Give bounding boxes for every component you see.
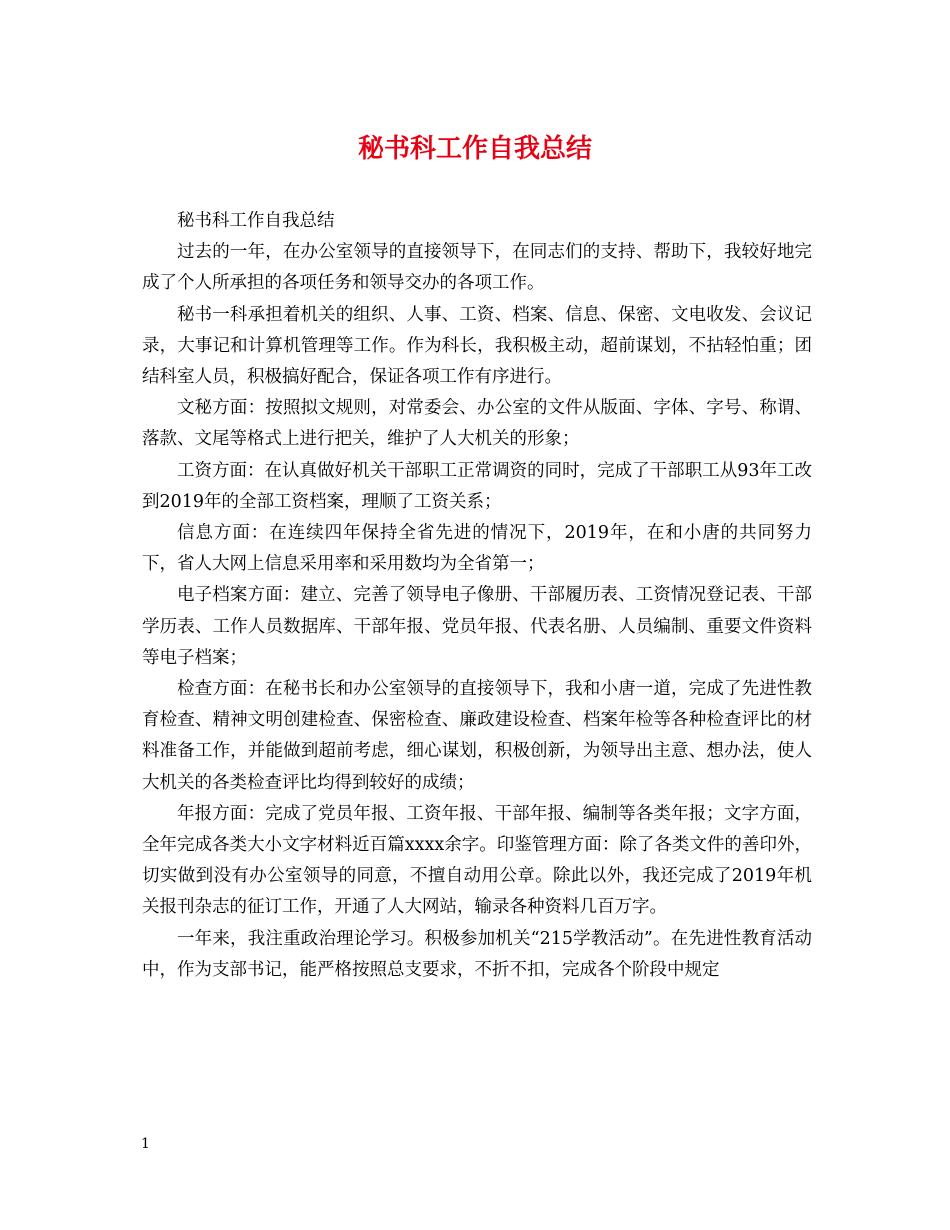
paragraph: 年报方面：完成了党员年报、工资年报、干部年报、编制等各类年报；文字方面，全年完成各类大小文字材料近百篇xxxx余字。印鉴管理方面：除了各类文件的善印外，切实做到没有办公室领导的同意，不擅自动用公章。除此以外，我还完成了2019年机关报刊杂志的征订工作，开通了人大网站，输录各种资料几百万字。: [142, 803, 812, 918]
paragraph: 一年来，我注重政治理论学习。积极参加机关“215学教活动”。在先进性教育活动中，作为支部书记，能严格按照总支要求，不折不扣，完成各个阶段中规定: [142, 928, 812, 980]
paragraph: 过去的一年，在办公室领导的直接领导下，在同志们的支持、帮助下，我较好地完成了个人所承担的各项任务和领导交办的各项工作。: [142, 242, 812, 294]
paragraph: 电子档案方面：建立、完善了领导电子像册、干部履历表、工资情况登记表、干部学历表、工作人员数据库、干部年报、党员年报、代表名册、人员编制、重要文件资料等电子档案；: [142, 585, 812, 668]
paragraph: 文秘方面：按照拟文规则，对常委会、办公室的文件从版面、字体、字号、称谓、落款、文尾等格式上进行把关，维护了人大机关的形象；: [142, 398, 812, 450]
paragraph: 工资方面：在认真做好机关干部职工正常调资的同时，完成了干部职工从93年工改到2019年的全部工资档案，理顺了工资关系；: [142, 460, 812, 512]
paragraph: 检查方面：在秘书长和办公室领导的直接领导下，我和小唐一道，完成了先进性教育检查、精神文明创建检查、保密检查、廉政建设检查、档案年检等各种检查评比的材料准备工作，并能做到超前考虑，细心谋划，积极创新，为领导出主意、想办法，使人大机关的各类检查评比均得到较好的成绩；: [142, 679, 812, 793]
page-number: 1: [141, 1136, 150, 1152]
paragraph: 秘书一科承担着机关的组织、人事、工资、档案、信息、保密、文电收发、会议记录，大事记和计算机管理等工作。作为科长，我积极主动，超前谋划，不拈轻怕重；团结科室人员，积极搞好配合，保证各项工作有序进行。: [142, 304, 812, 388]
paragraph: 秘书科工作自我总结: [177, 211, 335, 231]
document-title: 秘书科工作自我总结: [357, 134, 592, 164]
document-body: [142, 206, 812, 986]
paragraph: 信息方面：在连续四年保持全省先进的情况下，2019年，在和小唐的共同努力下，省人大网上信息采用率和采用数均为全省第一；: [142, 523, 812, 575]
